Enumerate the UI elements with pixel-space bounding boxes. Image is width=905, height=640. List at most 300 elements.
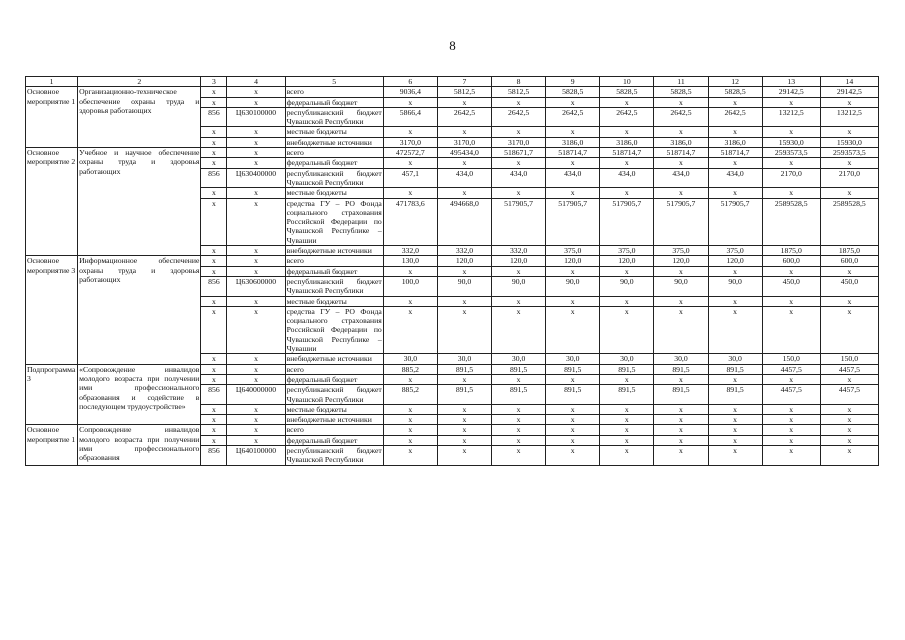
value-cell: 2642,5: [654, 107, 708, 127]
value-cell: х: [600, 266, 654, 276]
column-header: 7: [437, 77, 491, 87]
value-cell: 3186,0: [708, 137, 762, 147]
value-cell: х: [762, 435, 820, 445]
value-cell: 600,0: [762, 256, 820, 266]
value-cell: 332,0: [437, 246, 491, 256]
value-cell: 375,0: [654, 246, 708, 256]
block-description: Сопровождение инвалидов молодого возраста при получении ими профессионального образования: [78, 425, 201, 465]
target-article-code: Ц640100000: [227, 445, 285, 465]
value-cell: х: [820, 425, 878, 435]
value-cell: 3170,0: [492, 137, 546, 147]
column-header: 5: [285, 77, 383, 87]
value-cell: 494668,0: [437, 198, 491, 245]
target-article-code: х: [227, 415, 285, 425]
grbs-code: х: [201, 415, 227, 425]
value-cell: 5828,5: [600, 87, 654, 97]
funding-source: республиканский бюджет Чувашской Республики: [286, 276, 382, 296]
value-cell: 891,5: [654, 385, 708, 405]
value-cell: 3186,0: [546, 137, 600, 147]
value-cell: 29142,5: [762, 87, 820, 97]
value-cell: 495434,0: [437, 148, 491, 158]
value-cell: 2642,5: [437, 107, 491, 127]
funding-source: республиканский бюджет Чувашской Республики: [286, 168, 382, 187]
value-cell: 5866,4: [383, 107, 437, 127]
value-cell: х: [383, 374, 437, 384]
value-cell: х: [708, 306, 762, 353]
value-cell: 375,0: [600, 246, 654, 256]
value-cell: х: [546, 425, 600, 435]
value-cell: х: [383, 445, 437, 465]
value-cell: х: [762, 306, 820, 353]
value-cell: 2589528,5: [762, 198, 820, 245]
funding-source: внебюджетные источники: [285, 415, 383, 425]
target-article-code: х: [227, 256, 285, 266]
target-article-code: Ц640000000: [227, 385, 285, 405]
value-cell: х: [600, 404, 654, 414]
value-cell: х: [654, 306, 708, 353]
value-cell: х: [654, 404, 708, 414]
value-cell: х: [820, 374, 878, 384]
grbs-code: 856: [201, 445, 227, 465]
value-cell: 375,0: [546, 246, 600, 256]
value-cell: 15930,0: [820, 137, 878, 147]
budget-table: [25, 76, 879, 466]
value-cell: х: [708, 127, 762, 137]
target-article-code: х: [227, 435, 285, 445]
value-cell: 517905,7: [492, 198, 546, 245]
value-cell: 2170,0: [762, 168, 820, 188]
value-cell: х: [437, 415, 491, 425]
table-row: [26, 364, 879, 374]
grbs-code: х: [201, 354, 227, 364]
value-cell: х: [546, 415, 600, 425]
value-cell: 518714,7: [600, 148, 654, 158]
value-cell: 375,0: [708, 246, 762, 256]
value-cell: х: [762, 188, 820, 198]
funding-source: федеральный бюджет: [285, 97, 383, 107]
value-cell: 3170,0: [383, 137, 437, 147]
value-cell: х: [546, 296, 600, 306]
value-cell: х: [708, 425, 762, 435]
value-cell: х: [600, 296, 654, 306]
value-cell: х: [492, 415, 546, 425]
block-name: Основное мероприятие 1: [26, 87, 78, 148]
grbs-code: х: [201, 188, 227, 198]
grbs-code: х: [201, 404, 227, 414]
value-cell: х: [762, 97, 820, 107]
value-cell: 891,5: [437, 364, 491, 374]
value-cell: х: [762, 445, 820, 465]
value-cell: х: [820, 158, 878, 168]
value-cell: х: [492, 435, 546, 445]
target-article-code: х: [227, 364, 285, 374]
value-cell: 2642,5: [600, 107, 654, 127]
funding-source: местные бюджеты: [285, 404, 383, 414]
value-cell: х: [762, 296, 820, 306]
funding-source: республиканский бюджет Чувашской Республики: [286, 107, 382, 127]
funding-source: местные бюджеты: [285, 127, 383, 137]
funding-source: всего: [285, 148, 383, 158]
value-cell: х: [492, 425, 546, 435]
target-article-code: х: [227, 137, 285, 147]
value-cell: х: [654, 158, 708, 168]
value-cell: 434,0: [708, 168, 762, 188]
value-cell: х: [492, 445, 546, 465]
value-cell: 885,2: [383, 364, 437, 374]
value-cell: х: [383, 127, 437, 137]
value-cell: 5828,5: [546, 87, 600, 97]
value-cell: х: [383, 306, 437, 353]
value-cell: х: [820, 404, 878, 414]
value-cell: 891,5: [492, 385, 546, 405]
value-cell: 3186,0: [600, 137, 654, 147]
value-cell: 517905,7: [708, 198, 762, 245]
value-cell: 30,0: [546, 354, 600, 364]
value-cell: 2589528,5: [820, 198, 878, 245]
value-cell: 120,0: [600, 256, 654, 266]
value-cell: 1875,0: [762, 246, 820, 256]
value-cell: 4457,5: [762, 385, 820, 405]
value-cell: х: [492, 158, 546, 168]
value-cell: х: [437, 158, 491, 168]
value-cell: 518714,7: [546, 148, 600, 158]
value-cell: х: [708, 296, 762, 306]
column-header: 11: [654, 77, 708, 87]
funding-source: местные бюджеты: [285, 296, 383, 306]
grbs-code: 856: [201, 168, 227, 188]
value-cell: 517905,7: [654, 198, 708, 245]
target-article-code: х: [227, 148, 285, 158]
value-cell: 90,0: [492, 276, 546, 296]
value-cell: х: [492, 374, 546, 384]
value-cell: х: [654, 188, 708, 198]
grbs-code: х: [201, 266, 227, 276]
target-article-code: Ц630400000: [227, 168, 285, 188]
value-cell: х: [600, 306, 654, 353]
target-article-code: х: [227, 306, 285, 353]
block-name: Подпрограмма 3: [26, 364, 78, 425]
value-cell: 120,0: [437, 256, 491, 266]
value-cell: 2642,5: [708, 107, 762, 127]
value-cell: 13212,5: [820, 107, 878, 127]
value-cell: х: [600, 158, 654, 168]
value-cell: 450,0: [820, 276, 878, 296]
value-cell: х: [708, 188, 762, 198]
value-cell: х: [708, 158, 762, 168]
value-cell: х: [383, 435, 437, 445]
grbs-code: 856: [201, 107, 227, 127]
value-cell: х: [492, 306, 546, 353]
grbs-code: 856: [201, 276, 227, 296]
value-cell: х: [546, 97, 600, 107]
value-cell: 471783,6: [383, 198, 437, 245]
header-row: [26, 77, 879, 87]
grbs-code: х: [201, 87, 227, 97]
value-cell: 891,5: [600, 364, 654, 374]
value-cell: 90,0: [654, 276, 708, 296]
target-article-code: х: [227, 354, 285, 364]
value-cell: х: [546, 127, 600, 137]
value-cell: х: [546, 445, 600, 465]
value-cell: х: [383, 97, 437, 107]
value-cell: х: [708, 404, 762, 414]
value-cell: 120,0: [546, 256, 600, 266]
value-cell: х: [600, 97, 654, 107]
value-cell: х: [708, 415, 762, 425]
value-cell: 120,0: [654, 256, 708, 266]
value-cell: х: [762, 374, 820, 384]
funding-source: федеральный бюджет: [285, 158, 383, 168]
value-cell: х: [654, 266, 708, 276]
value-cell: х: [654, 374, 708, 384]
page-number: 8: [449, 38, 456, 53]
value-cell: 2593573,5: [762, 148, 820, 158]
value-cell: х: [820, 296, 878, 306]
target-article-code: х: [227, 87, 285, 97]
value-cell: 30,0: [492, 354, 546, 364]
value-cell: 90,0: [546, 276, 600, 296]
target-article-code: х: [227, 266, 285, 276]
funding-source: средства ГУ – РО Фонда социального страхования Российской Федерации по Чувашской Республике – Чувашии: [286, 198, 382, 245]
column-header: 4: [227, 77, 285, 87]
block-description: Учебное и научное обеспечение охраны труда и здоровья работающих: [78, 148, 201, 256]
value-cell: х: [546, 306, 600, 353]
value-cell: 130,0: [383, 256, 437, 266]
grbs-code: х: [201, 425, 227, 435]
value-cell: х: [762, 404, 820, 414]
funding-source: федеральный бюджет: [285, 435, 383, 445]
value-cell: х: [820, 97, 878, 107]
value-cell: 90,0: [437, 276, 491, 296]
value-cell: х: [492, 127, 546, 137]
value-cell: 517905,7: [600, 198, 654, 245]
value-cell: 891,5: [546, 385, 600, 405]
column-header: 12: [708, 77, 762, 87]
value-cell: 5828,5: [654, 87, 708, 97]
value-cell: х: [546, 404, 600, 414]
column-header: 2: [78, 77, 201, 87]
column-header: 6: [383, 77, 437, 87]
value-cell: х: [383, 188, 437, 198]
value-cell: 100,0: [383, 276, 437, 296]
funding-source: всего: [285, 87, 383, 97]
target-article-code: Ц630600000: [227, 276, 285, 296]
value-cell: 518714,7: [654, 148, 708, 158]
value-cell: 2170,0: [820, 168, 878, 188]
grbs-code: х: [201, 137, 227, 147]
grbs-code: х: [201, 198, 227, 245]
grbs-code: х: [201, 97, 227, 107]
value-cell: х: [437, 404, 491, 414]
value-cell: х: [762, 127, 820, 137]
grbs-code: 856: [201, 385, 227, 405]
value-cell: 434,0: [600, 168, 654, 188]
value-cell: х: [762, 425, 820, 435]
grbs-code: х: [201, 306, 227, 353]
target-article-code: х: [227, 425, 285, 435]
value-cell: 2593573,5: [820, 148, 878, 158]
grbs-code: х: [201, 158, 227, 168]
value-cell: 434,0: [437, 168, 491, 188]
value-cell: х: [546, 435, 600, 445]
value-cell: х: [383, 158, 437, 168]
value-cell: 891,5: [600, 385, 654, 405]
value-cell: х: [492, 266, 546, 276]
funding-source: всего: [285, 425, 383, 435]
value-cell: х: [654, 445, 708, 465]
block-name: Основное мероприятие 3: [26, 256, 78, 364]
value-cell: х: [708, 97, 762, 107]
funding-source: внебюджетные источники: [285, 137, 383, 147]
table-row: [26, 148, 879, 158]
target-article-code: х: [227, 198, 285, 245]
value-cell: 120,0: [708, 256, 762, 266]
value-cell: 2642,5: [492, 107, 546, 127]
value-cell: х: [383, 266, 437, 276]
value-cell: 2642,5: [546, 107, 600, 127]
grbs-code: х: [201, 256, 227, 266]
value-cell: х: [437, 425, 491, 435]
grbs-code: х: [201, 364, 227, 374]
value-cell: 90,0: [708, 276, 762, 296]
value-cell: х: [492, 296, 546, 306]
value-cell: 15930,0: [762, 137, 820, 147]
value-cell: 891,5: [708, 385, 762, 405]
value-cell: х: [820, 445, 878, 465]
value-cell: х: [820, 266, 878, 276]
value-cell: 30,0: [600, 354, 654, 364]
table-row: [26, 425, 879, 435]
value-cell: 3186,0: [654, 137, 708, 147]
value-cell: х: [600, 445, 654, 465]
value-cell: 30,0: [708, 354, 762, 364]
value-cell: 4457,5: [820, 364, 878, 374]
grbs-code: х: [201, 127, 227, 137]
block-description: Организационно-техническое обеспечение охраны труда и здоровья работающих: [78, 87, 201, 148]
value-cell: х: [437, 266, 491, 276]
target-article-code: х: [227, 97, 285, 107]
value-cell: 518714,7: [708, 148, 762, 158]
value-cell: 332,0: [383, 246, 437, 256]
value-cell: х: [437, 445, 491, 465]
value-cell: х: [600, 127, 654, 137]
value-cell: х: [546, 188, 600, 198]
block-description: Информационное обеспечение охраны труда и здоровья работающих: [78, 256, 201, 364]
value-cell: х: [762, 266, 820, 276]
value-cell: х: [437, 306, 491, 353]
column-header: 1: [26, 77, 78, 87]
value-cell: 450,0: [762, 276, 820, 296]
funding-source: внебюджетные источники: [285, 354, 383, 364]
block-name: Основное мероприятие 2: [26, 148, 78, 256]
value-cell: х: [437, 374, 491, 384]
value-cell: х: [762, 158, 820, 168]
value-cell: х: [383, 296, 437, 306]
funding-source: всего: [285, 364, 383, 374]
value-cell: х: [546, 374, 600, 384]
value-cell: 4457,5: [820, 385, 878, 405]
grbs-code: х: [201, 246, 227, 256]
funding-source: федеральный бюджет: [285, 374, 383, 384]
funding-source: республиканский бюджет Чувашской Республики: [286, 445, 382, 465]
value-cell: х: [654, 415, 708, 425]
value-cell: х: [820, 306, 878, 353]
value-cell: 30,0: [654, 354, 708, 364]
funding-source: средства ГУ – РО Фонда социального страхования Российской Федерации по Чувашской Республике – Чувашии: [286, 306, 382, 354]
value-cell: х: [654, 435, 708, 445]
value-cell: х: [437, 127, 491, 137]
grbs-code: х: [201, 374, 227, 384]
target-article-code: х: [227, 158, 285, 168]
funding-source: местные бюджеты: [285, 188, 383, 198]
value-cell: 3170,0: [437, 137, 491, 147]
value-cell: х: [654, 425, 708, 435]
value-cell: 472572,7: [383, 148, 437, 158]
value-cell: 150,0: [762, 354, 820, 364]
table-row: [26, 87, 879, 97]
column-header: 14: [820, 77, 878, 87]
funding-source: федеральный бюджет: [285, 266, 383, 276]
value-cell: х: [820, 188, 878, 198]
value-cell: 434,0: [654, 168, 708, 188]
value-cell: х: [820, 127, 878, 137]
value-cell: 891,5: [654, 364, 708, 374]
value-cell: 5812,5: [492, 87, 546, 97]
value-cell: х: [820, 435, 878, 445]
grbs-code: х: [201, 148, 227, 158]
value-cell: х: [492, 404, 546, 414]
grbs-code: х: [201, 296, 227, 306]
value-cell: 30,0: [437, 354, 491, 364]
target-article-code: Ц630100000: [227, 107, 285, 127]
value-cell: х: [437, 97, 491, 107]
value-cell: 150,0: [820, 354, 878, 364]
value-cell: 885,2: [383, 385, 437, 405]
value-cell: 5828,5: [708, 87, 762, 97]
value-cell: 30,0: [383, 354, 437, 364]
value-cell: 891,5: [437, 385, 491, 405]
value-cell: 120,0: [492, 256, 546, 266]
value-cell: х: [654, 97, 708, 107]
value-cell: х: [600, 374, 654, 384]
target-article-code: х: [227, 296, 285, 306]
value-cell: х: [708, 445, 762, 465]
target-article-code: х: [227, 404, 285, 414]
target-article-code: х: [227, 374, 285, 384]
value-cell: х: [708, 374, 762, 384]
value-cell: 9036,4: [383, 87, 437, 97]
column-header: 8: [492, 77, 546, 87]
block-name: Основное мероприятие 1: [26, 425, 78, 465]
column-header: 13: [762, 77, 820, 87]
column-header: 3: [201, 77, 227, 87]
value-cell: х: [654, 127, 708, 137]
value-cell: х: [600, 188, 654, 198]
value-cell: х: [762, 415, 820, 425]
value-cell: х: [708, 266, 762, 276]
column-header: 10: [600, 77, 654, 87]
target-article-code: х: [227, 188, 285, 198]
value-cell: х: [383, 404, 437, 414]
value-cell: х: [383, 425, 437, 435]
value-cell: 518671,7: [492, 148, 546, 158]
value-cell: 1875,0: [820, 246, 878, 256]
value-cell: 891,5: [546, 364, 600, 374]
value-cell: х: [654, 296, 708, 306]
funding-source: республиканский бюджет Чувашской Республики: [286, 385, 382, 404]
value-cell: х: [820, 415, 878, 425]
value-cell: 90,0: [600, 276, 654, 296]
